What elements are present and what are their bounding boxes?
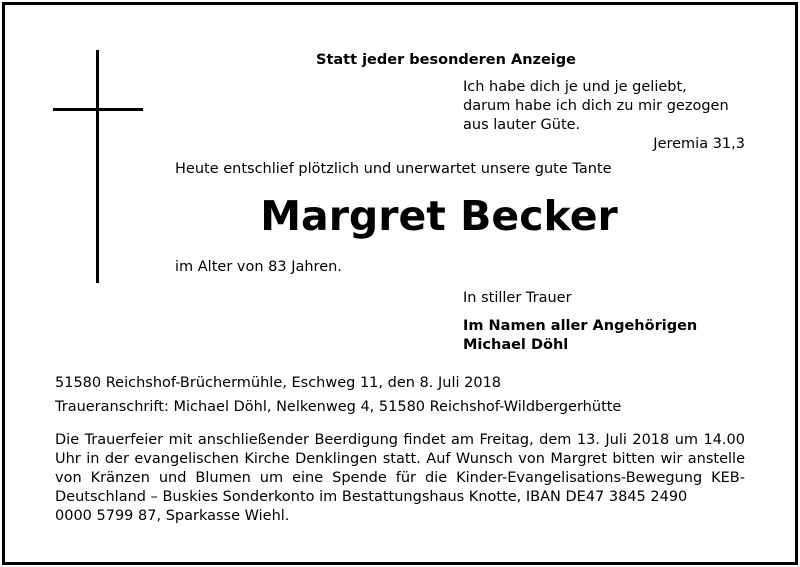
notice-header: Statt jeder besonderen Anzeige (316, 52, 576, 68)
place-date: 51580 Reichshof-Brüchermühle, Eschweg 11, den 8. Juli 2018 (55, 375, 502, 391)
cross-icon-vertical (96, 50, 99, 283)
paragraph-line: Die Trauerfeier mit anschließender Beerdigung findet am Freitag, dem 13. Juli 2018 um (55, 432, 699, 448)
mourning-address: Traueranschrift: Michael Döhl, Nelkenweg 4, 51580 Reichshof-Wildbergerhütte (55, 399, 622, 415)
on-behalf-line: Im Namen aller Angehörigen (463, 318, 698, 334)
paragraph-line: anstelle von Kränzen und Blumen um eine Spende für die Kinder-Evangelisations-Bewegung (55, 451, 745, 486)
funeral-paragraph (55, 431, 745, 526)
verse-line: Ich habe dich je und je geliebt, (463, 79, 687, 95)
age-line: im Alter von 83 Jahren. (175, 259, 342, 275)
verse-line: darum habe ich dich zu mir gezogen (463, 98, 729, 114)
paragraph-line: 0000 5799 87, Sparkasse Wiehl. (55, 508, 290, 524)
intro-text: Heute entschlief plötzlich und unerwartet unsere gute Tante (175, 161, 612, 177)
paragraph-line: 14.00 Uhr in der evangelischen Kirche Denklingen statt. Auf Wunsch von Margret bitten wir (55, 432, 745, 467)
deceased-name: Margret Becker (260, 192, 618, 240)
cross-icon-horizontal (53, 108, 143, 111)
verse-line: aus lauter Güte. (463, 117, 581, 133)
paragraph-line: KEB-Deutschland – Buskies Sonderkonto im Bestattungshaus Knotte, IBAN DE47 3845 2490 (55, 470, 745, 505)
signatory: Michael Döhl (463, 337, 569, 353)
mourning-phrase: In stiller Trauer (463, 290, 572, 306)
verse-reference: Jeremia 31,3 (653, 136, 745, 152)
